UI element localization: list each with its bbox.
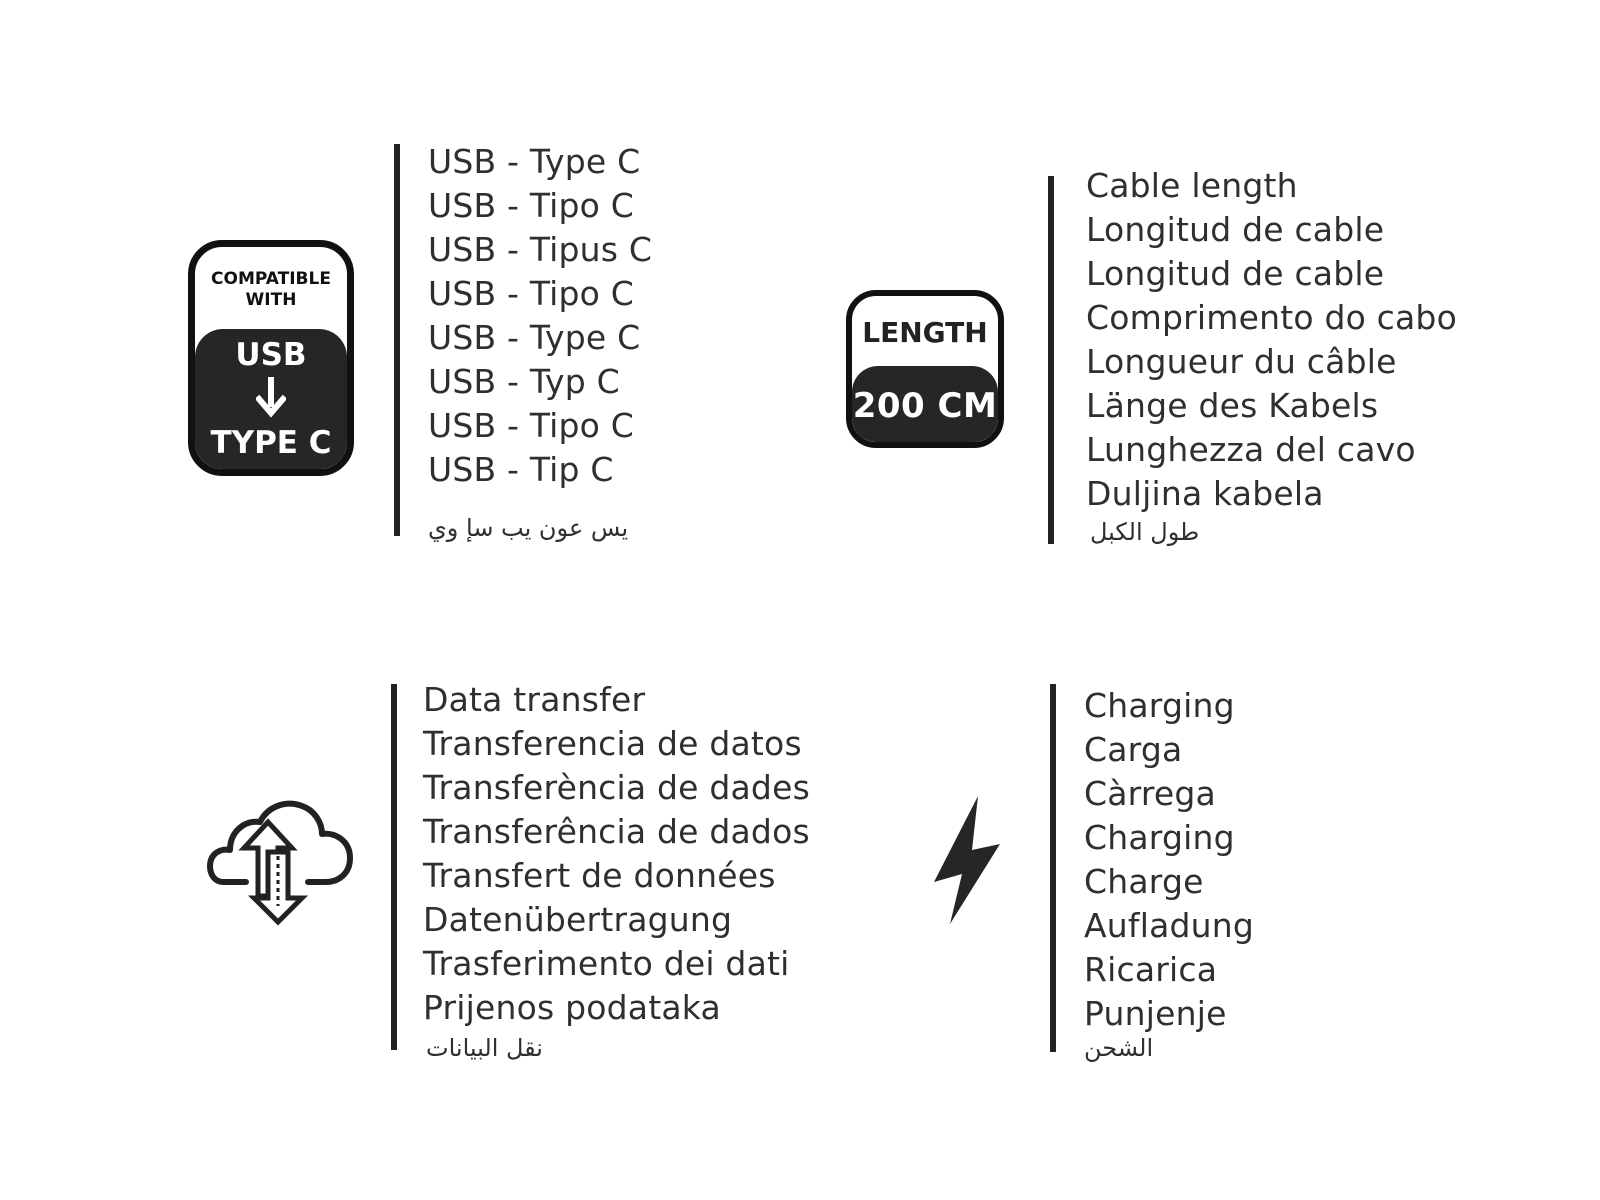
list-item: Transferència de dades — [423, 768, 810, 807]
compatible-with-label: COMPATIBLE WITH — [211, 269, 331, 310]
list-item: Lunghezza del cavo — [1086, 430, 1416, 469]
list-item: Charge — [1084, 862, 1204, 901]
cloud-transfer-icon-svg — [206, 796, 356, 928]
divider-data-transfer-list — [391, 684, 397, 1050]
list-item: Longueur du câble — [1086, 342, 1397, 381]
list-item: USB - Tipus C — [428, 230, 653, 269]
arrow-down-icon — [256, 375, 286, 419]
list-item: Cable length — [1086, 166, 1298, 205]
divider-usb-list — [394, 144, 400, 536]
list-item: Prijenos podataka — [423, 988, 721, 1027]
charging-list — [1084, 684, 1254, 1036]
data-transfer-list — [423, 678, 810, 1030]
compatible-usb-type-c-badge — [188, 240, 354, 476]
list-item: Longitud de cable — [1086, 210, 1385, 249]
list-item: USB - Tipo C — [428, 406, 635, 445]
length-label: LENGTH — [862, 316, 988, 349]
divider-charging-list — [1050, 684, 1056, 1052]
length-value: 200 CM — [852, 386, 998, 426]
list-item: Trasferimento dei dati — [423, 944, 790, 983]
list-item: Datenübertragung — [423, 900, 733, 939]
list-item: Longitud de cable — [1086, 254, 1385, 293]
list-item: Länge des Kabels — [1086, 386, 1379, 425]
cable-length-arabic: طول الكبل — [1090, 518, 1200, 546]
list-item: Data transfer — [423, 680, 646, 719]
list-item: Charging — [1084, 818, 1235, 857]
length-badge — [846, 290, 1004, 448]
length-badge-dark-panel — [852, 366, 998, 442]
badge-type-c-label: TYPE C — [210, 425, 332, 461]
lightning-bolt-icon — [928, 794, 1006, 931]
usb-type-c-list — [428, 140, 652, 492]
list-item: Aufladung — [1084, 906, 1255, 945]
list-item: Comprimento do cabo — [1086, 298, 1457, 337]
divider-cable-length-list — [1048, 176, 1054, 544]
list-item: Carga — [1084, 730, 1183, 769]
data-transfer-arabic: نقل البيانات — [426, 1034, 543, 1062]
list-item: Transferência de dados — [423, 812, 810, 851]
list-item: Transferencia de datos — [423, 724, 802, 763]
list-item: USB - Tipo C — [428, 274, 635, 313]
list-item: USB - Type C — [428, 318, 641, 357]
list-item: USB - Tipo C — [428, 186, 635, 225]
list-item: Punjenje — [1084, 994, 1227, 1033]
lightning-bolt-icon-svg — [928, 794, 1006, 926]
list-item: USB - Typ C — [428, 362, 620, 401]
cable-length-list — [1086, 164, 1457, 516]
list-item: USB - Tip C — [428, 450, 614, 489]
list-item: USB - Type C — [428, 142, 641, 181]
list-item: Duljina kabela — [1086, 474, 1324, 513]
badge-usb-label: USB — [235, 337, 307, 373]
list-item: Càrrega — [1084, 774, 1216, 813]
cloud-transfer-icon — [206, 796, 356, 933]
charging-arabic: الشحن — [1084, 1034, 1154, 1062]
list-item: Transfert de données — [423, 856, 776, 895]
list-item: Ricarica — [1084, 950, 1218, 989]
usb-type-c-arabic: يس عون يب سإ وي — [428, 514, 629, 542]
list-item: Charging — [1084, 686, 1235, 725]
compatible-badge-dark-panel — [195, 329, 347, 469]
